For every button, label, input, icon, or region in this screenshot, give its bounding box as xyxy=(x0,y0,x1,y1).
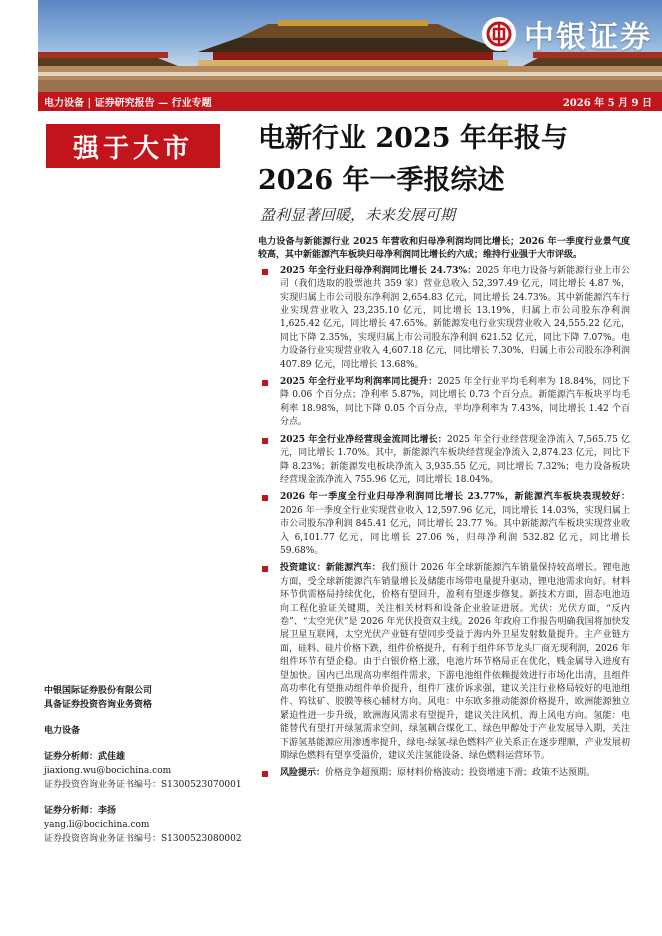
summary-point xyxy=(258,434,630,488)
license-text: 具备证券投资咨询业务资格 xyxy=(44,700,153,710)
rating-badge: 强于大市 xyxy=(46,124,220,168)
summary-point xyxy=(258,562,630,763)
company-name: 中银国际证券股份有限公司 xyxy=(44,686,153,696)
summary-intro: 电力设备与新能源行业 2025 年营收和归母净利润均同比增长；2026 年一季度行业景气度较高，其中新能源汽车板块归母净利润同比增长约六成；维持行业强于大市评级。 xyxy=(258,237,630,261)
report-summary xyxy=(258,236,630,785)
bullet-icon xyxy=(262,269,268,275)
brand-logo xyxy=(482,12,652,56)
sidebar-info xyxy=(44,684,244,846)
analyst-2-name: 证券分析师：李扬 xyxy=(44,806,117,816)
point-text: 我们预计 2026 年全球新能源汽车销量保持较高增长。锂电池方面，受全球新能源汽车销量增长及储能市场带电量提升驱动，锂电池需求向好。材料环节供需格局持续优化，价格有望回升，盈利有望逐步修复。新技术方面，固态电池迈向工程化验证关键期，关注相关材料和设备企业验证进展。光伏：光伏方面，“反内卷”、“太空光伏”是 2026 年光伏投资双主线。2026 年政府工作报告明确我国将加快发展卫星互联网，太空光伏产业链有望同步受益于海内外卫星发射数量提升。主产业链方面，硅料、硅片价格下跌，组件价格提升，有利于组件环节龙头厂商无现利润，2026 年组件环节有望企稳。由于白银价格上涨，电池片环节格局正在优化，贱金属导入进度有望加快。国内已出现高功率组件需求，下游电池组件依赖提效进行市场化出清，且组件高功率化有望推动组件单价提升，组件厂涨价诉求强，建议关注行业格局较好的电池组件、钨钛矿、胶膜等核心辅材方向。风电：中东欧多推动能源价格提升，欧洲能源独立紧迫性进一步升级，欧洲海风需求有望提升，建议关注风机、海上风电方向。氢能：电能替代有望打开绿氢需求空间，绿氢耦合煤化工、绿色甲醇处于产业发展导入期，关注下游氢基能源应用渗透率提升，绿电-绿氢-绿色燃料产业关系正在逐步理顺，产业发展初期绿色燃料有望享受溢价，建议关注氢能设备、绿色燃料运营环节。 xyxy=(280,563,630,762)
report-category: 电力设备 | 证券研究报告 — 行业专题 xyxy=(44,98,212,109)
analyst-1-email[interactable]: jiaxiong.wu@bocichina.com xyxy=(44,766,172,776)
analyst-1-cert: 证券投资咨询业务证书编号：S1300523070001 xyxy=(44,780,242,790)
point-heading: 2026 年一季度全行业归母净利润同比增长 23.77%，新能源汽车板块表现较好： xyxy=(280,492,630,503)
summary-point xyxy=(258,767,630,780)
boc-logo-icon xyxy=(482,17,516,51)
point-text: 价格竞争超预期；原材料价格波动；投资增速下滑；政策不达预期。 xyxy=(325,768,596,779)
brand-name: 中银证券 xyxy=(524,20,652,55)
point-text: 2025 年电力设备与新能源行业上市公司（我们选取的股票池共 359 家）营业总收入 52,397.49 亿元，同比增长 4.87 %，实现归属上市公司股东净利润 2,654.83 亿元，同比增长 24.73%。其中新能源汽车行业实现营业收入 23,235.10 亿元，同比增长 13.19%，归属上市公司股东净利润 1,625.42 亿元，同比增长 47.65%。新能源发电行业实现营业收入 24,555.22 亿元，同比下降 2.35%，实现归属上市公司股东净利润 621.52 亿元，同比下降 7.07%。电力设备行业实现营业收入 4,607.18 亿元，同比增长 7.30%，归属上市公司股东净利润 407.89 亿元，同比增长 13.68%。 xyxy=(280,265,630,370)
analyst-2-cert: 证券投资咨询业务证书编号：S1300523080002 xyxy=(44,834,242,844)
summary-point xyxy=(258,376,630,430)
title-line-2: 2026 年一季报综述 xyxy=(258,165,505,196)
analyst-1-name: 证券分析师：武佳雄 xyxy=(44,752,126,762)
bullet-icon xyxy=(262,566,268,572)
bullet-icon xyxy=(262,438,268,444)
point-heading: 投资建议：新能源汽车： xyxy=(280,563,381,574)
point-text: 2025 年全行业平均毛利率为 18.84%，同比下降 0.06 个百分点；净利率 5.87%，同比增长 0.73 个百分点。新能源汽车板块平均毛利率 18.98%，同比下降 0.05 个百分点，平均净利率为 7.43%，同比增长 1.42 个百分点。 xyxy=(280,377,630,428)
summary-point xyxy=(258,491,630,558)
analyst-2-email[interactable]: yang.li@bocichina.com xyxy=(44,820,150,830)
report-subtitle: 盈利显著回暖，未来发展可期 xyxy=(260,206,456,224)
report-date: 2026 年 5 月 9 日 xyxy=(562,98,652,109)
point-heading: 2025 年全行业平均利润率同比提升： xyxy=(280,377,438,388)
header-banner xyxy=(38,0,662,92)
point-heading: 2025 年全行业净经营现金流同比增长： xyxy=(280,434,448,445)
summary-point xyxy=(258,265,630,372)
point-heading: 2025 年全行业归母净利润同比增长 24.73%： xyxy=(280,265,477,276)
bullet-icon xyxy=(262,495,268,501)
header-red-bar xyxy=(38,92,662,111)
bullet-icon xyxy=(262,771,268,777)
title-line-1: 电新行业 2025 年年报与 xyxy=(258,123,568,154)
point-text: 2025 年全行业经营现金净流入 7,565.75 亿元，同比增长 1.70%。其中，新能源汽车板块经营现金净流入 2,874.23 亿元，同比下降 8.23%；新能源发电板块净流入 3,935.55 亿元，同比增长 7.32%；电力设备板块经营现金流净流入 755.96 亿元，同比增长 18.04%。 xyxy=(280,434,630,485)
bullet-icon xyxy=(262,380,268,386)
report-title xyxy=(258,118,648,202)
sector-label: 电力设备 xyxy=(44,726,81,736)
point-text: 2026 年一季度全行业实现营业收入 12,597.96 亿元，同比增长 14.03%，实现归属上市公司股东净利润 845.41 亿元，同比增长 23.77 %。其中新能源汽车板块实现营业收入 6,101.77 亿元，同比增长 27.06 %，归母净利润 532.82 亿元，同比增长 59.68%。 xyxy=(280,505,630,556)
point-heading: 风险提示： xyxy=(280,768,326,779)
